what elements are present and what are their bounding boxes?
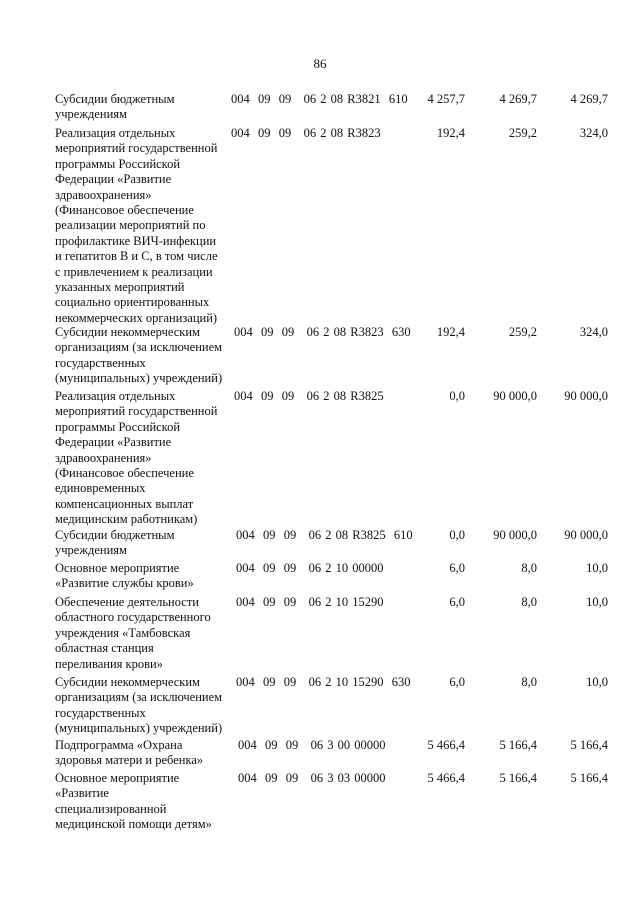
row-value-1: 0,0: [449, 528, 465, 542]
row-value-2: 4 269,7: [499, 92, 537, 106]
row-value-1: 0,0: [449, 389, 465, 403]
row-value-2: 8,0: [521, 675, 537, 689]
row-value-1: 6,0: [449, 675, 465, 689]
row-value-2: 8,0: [521, 561, 537, 575]
row-name: Реализация отдельных мероприятий государственной программы Российской Федерации «Развитие здравоохранения» (Финансовое обеспечение реализации мероприятий по профилактике ВИЧ-инфекции и гепатитов В и С, в том числе с привлечением к реализации указанных мероприятий социально ориентированных некоммерческих организаций): [55, 126, 218, 325]
row-code: 004 09 09 06 2 08 R3823: [231, 126, 381, 140]
row-value-3: 90 000,0: [564, 528, 608, 542]
row-name: Основное мероприятие «Развитие специализированной медицинской помощи детям»: [55, 771, 212, 832]
row-value-2: 5 166,4: [499, 771, 537, 785]
row-value-3: 4 269,7: [570, 92, 608, 106]
row-value-1: 5 466,4: [427, 738, 465, 752]
row-value-2: 90 000,0: [493, 389, 537, 403]
row-value-3: 5 166,4: [570, 738, 608, 752]
row-value-1: 192,4: [436, 126, 465, 140]
row-value-1: 5 466,4: [427, 771, 465, 785]
row-name: Подпрограмма «Охрана здоровья матери и ребенка»: [55, 738, 204, 768]
row-name: Субсидии бюджетным учреждениям: [55, 528, 175, 558]
row-value-1: 192,4: [436, 325, 465, 339]
row-value-3: 324,0: [579, 126, 608, 140]
row-value-1: 6,0: [449, 561, 465, 575]
row-value-2: 8,0: [521, 595, 537, 609]
row-name: Субсидии некоммерческим организациям (за исключением государственных (муниципальных) учреждений): [55, 325, 223, 386]
row-code: 004 09 09 06 2 08 R3821 610: [231, 92, 408, 106]
row-value-3: 324,0: [579, 325, 608, 339]
row-value-3: 10,0: [586, 675, 608, 689]
row-value-3: 10,0: [586, 595, 608, 609]
page-number: 86: [313, 56, 327, 71]
row-code: 004 09 09 06 2 08 R3825 610: [236, 528, 413, 542]
row-value-2: 259,2: [508, 325, 537, 339]
row-value-2: 90 000,0: [493, 528, 537, 542]
row-value-1: 4 257,7: [427, 92, 465, 106]
row-name: Субсидии бюджетным учреждениям: [55, 92, 175, 122]
row-value-1: 6,0: [449, 595, 465, 609]
row-code: 004 09 09 06 2 10 15290 630: [236, 675, 411, 689]
row-value-2: 5 166,4: [499, 738, 537, 752]
row-code: 004 09 09 06 3 00 00000: [238, 738, 386, 752]
row-value-3: 90 000,0: [564, 389, 608, 403]
row-value-3: 5 166,4: [570, 771, 608, 785]
row-name: Обеспечение деятельности областного государственного учреждения «Тамбовская областная станция переливания крови»: [55, 595, 211, 671]
row-value-2: 259,2: [508, 126, 537, 140]
row-code: 004 09 09 06 2 08 R3823 630: [234, 325, 411, 339]
row-name: Субсидии некоммерческим организациям (за исключением государственных (муниципальных) учреждений): [55, 675, 223, 736]
row-code: 004 09 09 06 3 03 00000: [238, 771, 386, 785]
row-name: Основное мероприятие «Развитие службы крови»: [55, 561, 194, 591]
row-code: 004 09 09 06 2 10 15290: [236, 595, 384, 609]
row-code: 004 09 09 06 2 08 R3825: [234, 389, 384, 403]
row-code: 004 09 09 06 2 10 00000: [236, 561, 384, 575]
row-name: Реализация отдельных мероприятий государственной программы Российской Федерации «Развитие здравоохранения» (Финансовое обеспечение единовременных компенсационных выплат медицинским работникам): [55, 389, 218, 527]
row-value-3: 10,0: [586, 561, 608, 575]
